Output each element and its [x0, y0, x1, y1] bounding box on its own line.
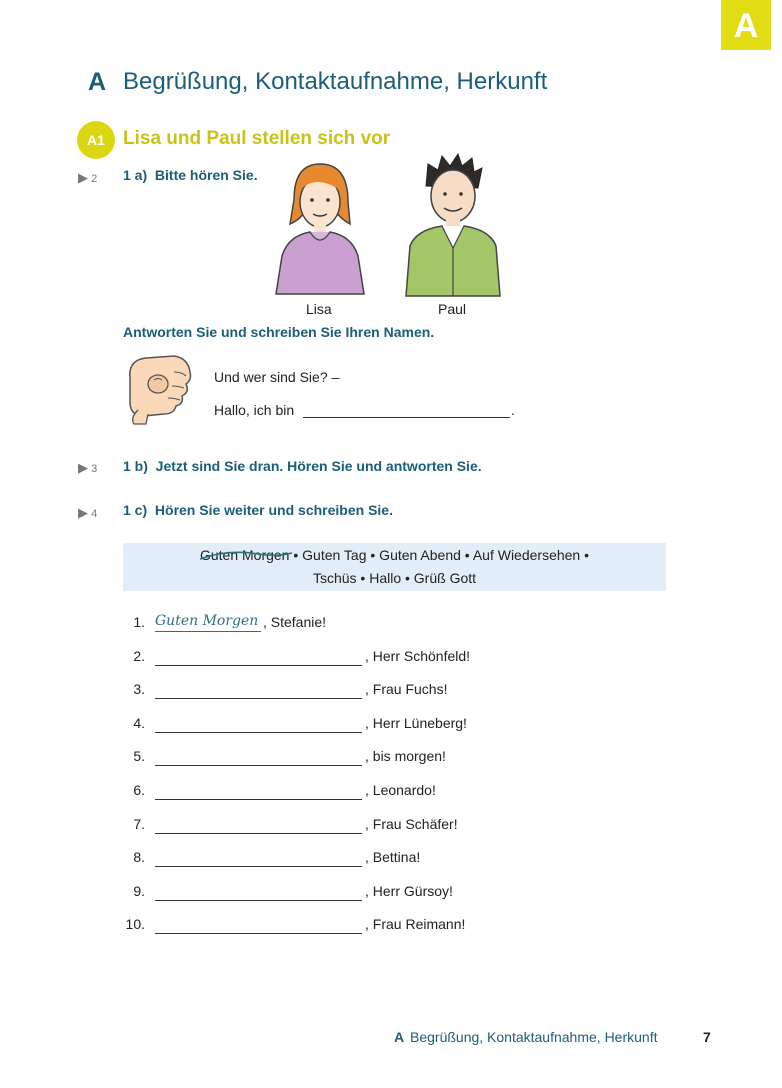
page-number: 7: [703, 1029, 711, 1045]
task-label: 1 c): [123, 502, 148, 518]
answer-blank-field[interactable]: [155, 665, 362, 666]
audio-track-1c[interactable]: [78, 505, 97, 521]
row-suffix: , bis morgen!: [365, 748, 446, 764]
row-number: 8.: [133, 849, 145, 865]
answer-blank-field[interactable]: [155, 900, 362, 901]
handwritten-answer: Guten Morgen: [155, 613, 259, 629]
row-suffix: , Stefanie!: [263, 614, 327, 630]
word-box: [123, 543, 666, 591]
caption-paul: Paul: [438, 301, 467, 317]
speech-line-2: [214, 402, 294, 418]
speech-prefix: Hallo, ich bin: [214, 402, 295, 418]
track-number: 2: [91, 173, 98, 185]
caption-lisa: Lisa: [306, 301, 332, 317]
row-suffix: , Frau Schäfer!: [365, 816, 458, 832]
pointing-hand-icon: [124, 350, 196, 426]
play-icon: ▶: [78, 460, 88, 475]
row-number: 7.: [133, 816, 145, 832]
row-number: 6.: [133, 782, 145, 798]
answer-blank-field[interactable]: [155, 866, 362, 867]
task-label: 1 a): [123, 167, 148, 183]
footer-chapter-letter: A: [394, 1029, 405, 1045]
answer-blank-field[interactable]: [155, 799, 362, 800]
task-instruction: Bitte hören Sie.: [154, 167, 258, 183]
row-suffix: , Frau Reimann!: [365, 916, 466, 932]
task-label: 1 b): [123, 458, 148, 474]
row-suffix: , Bettina!: [365, 849, 421, 865]
answer-underline: [155, 631, 261, 632]
row-suffix: , Herr Schönfeld!: [365, 648, 471, 664]
lisa-illustration: [266, 160, 374, 300]
chapter-letter: A: [88, 68, 107, 96]
row-suffix: , Frau Fuchs!: [365, 681, 448, 697]
row-number: 5.: [133, 748, 145, 764]
answer-blank-field[interactable]: [155, 765, 362, 766]
task-instruction: Hören Sie weiter und schreiben Sie.: [154, 502, 393, 518]
struck-word: [200, 544, 290, 567]
play-icon: ▶: [78, 170, 88, 185]
audio-track-1b[interactable]: [78, 460, 97, 476]
task-1a-followup: Antworten Sie und schreiben Sie Ihren Namen.: [123, 324, 435, 340]
word-box-line-1-rest: • Guten Tag • Guten Abend • Auf Wiedersehen •: [289, 547, 590, 563]
speech-line-1: Und wer sind Sie? –: [214, 369, 340, 385]
chapter-tab: A: [721, 0, 771, 50]
task-instruction: Jetzt sind Sie dran. Hören Sie und antworten Sie.: [155, 458, 482, 474]
struck-word-text: Guten Morgen: [199, 547, 290, 563]
row-number: 3.: [133, 681, 145, 697]
audio-track-1a[interactable]: [78, 170, 97, 186]
task-1c-heading: [123, 502, 393, 518]
footer-chapter-title: Begrüßung, Kontaktaufnahme, Herkunft: [410, 1029, 658, 1045]
row-number: 4.: [133, 715, 145, 731]
word-box-line-2: Tschüs • Hallo • Grüß Gott: [312, 570, 477, 586]
task-1a-heading: [123, 167, 258, 183]
row-suffix: , Leonardo!: [365, 782, 436, 798]
track-number: 4: [91, 508, 98, 520]
task-1b-heading: [123, 458, 482, 474]
row-suffix: , Herr Lüneberg!: [365, 715, 467, 731]
row-number: 9.: [133, 883, 145, 899]
paul-illustration: [398, 150, 508, 300]
name-blank-field[interactable]: [303, 417, 510, 418]
answer-blank-field[interactable]: [155, 833, 362, 834]
answer-blank-field[interactable]: [155, 732, 362, 733]
word-box-line-1: [123, 544, 666, 567]
row-suffix: , Herr Gürsoy!: [365, 883, 453, 899]
section-title: Lisa und Paul stellen sich vor: [123, 128, 391, 149]
speech-suffix: .: [511, 402, 515, 418]
row-number: 2.: [133, 648, 145, 664]
row-number: 1.: [133, 614, 145, 630]
answer-blank-field[interactable]: [155, 933, 362, 934]
row-number: 10.: [125, 916, 145, 932]
chapter-title: Begrüßung, Kontaktaufnahme, Herkunft: [123, 68, 548, 95]
strikethrough-mark: [198, 547, 294, 563]
section-badge: A1: [77, 121, 115, 159]
track-number: 3: [91, 463, 98, 475]
answer-blank-field[interactable]: [155, 698, 362, 699]
play-icon: ▶: [78, 505, 88, 520]
